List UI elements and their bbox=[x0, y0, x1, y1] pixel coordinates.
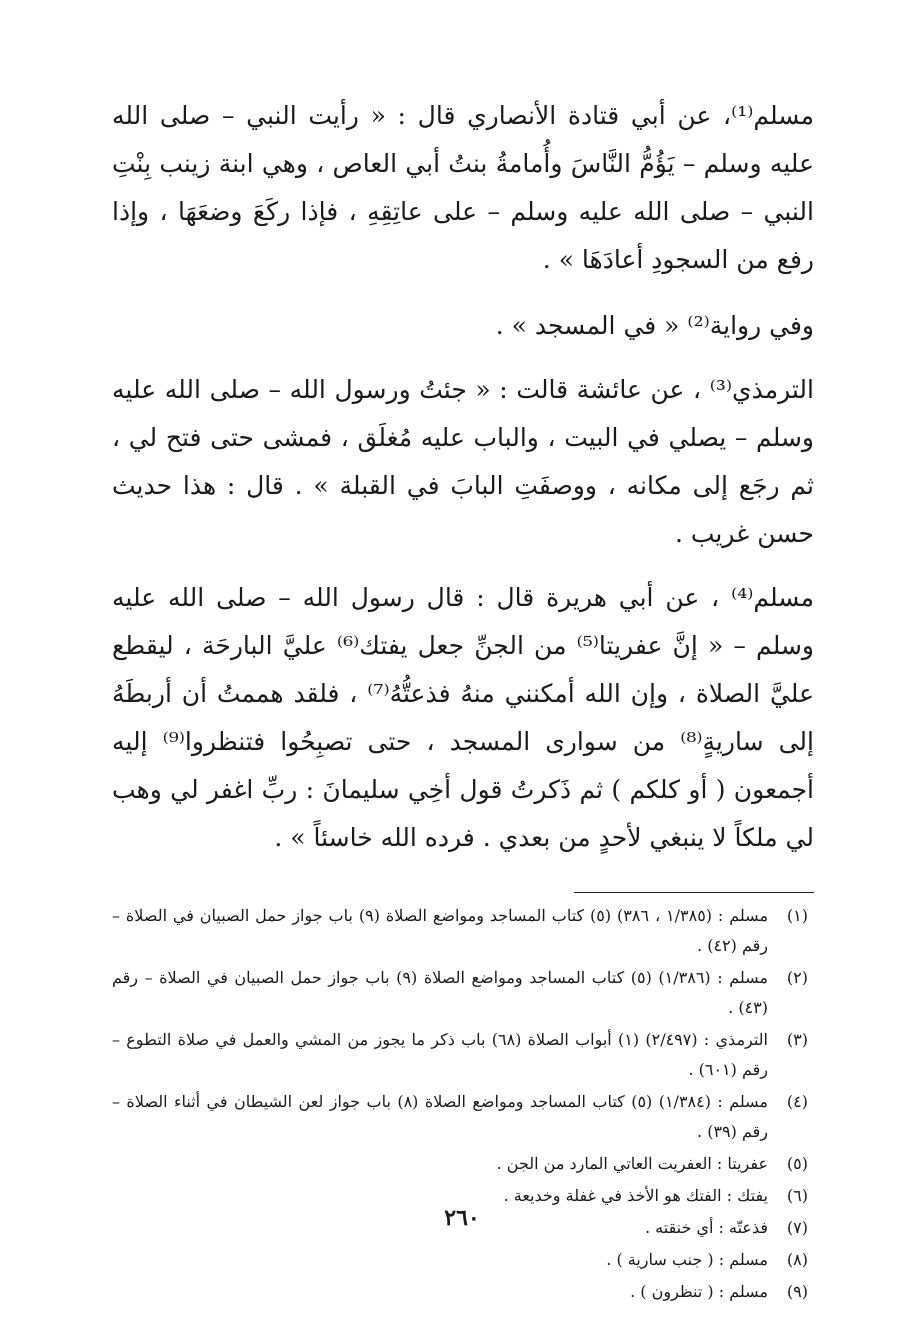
footnote-number: (٢) bbox=[786, 968, 808, 987]
footnote-number: (٨) bbox=[786, 1250, 808, 1269]
footnote-text: يفتك : الفتك هو الأخذ في غفلة وخديعة . bbox=[503, 1186, 768, 1205]
footnote-number: (٤) bbox=[786, 1092, 808, 1111]
footnote-item bbox=[112, 1149, 814, 1179]
page-number: ٢٦٠ bbox=[444, 1205, 480, 1231]
footnote-separator-wrap bbox=[112, 876, 814, 893]
footnote-item bbox=[112, 1087, 814, 1147]
footnote-item bbox=[112, 1245, 814, 1275]
footnote-text: مسلم : (١/٣٨٤) (٥) كتاب المساجد ومواضع الصلاة (٨) باب جواز لعن الشيطان في أثناء الصلاة – رقم (٣٩) . bbox=[112, 1092, 768, 1141]
footnote-item bbox=[112, 1025, 814, 1085]
footnote-number: (٩) bbox=[786, 1282, 808, 1301]
footnote-text: مسلم : (١/٣٨٦) (٥) كتاب المساجد ومواضع الصلاة (٩) باب جواز حمل الصبيان في الصلاة – رقم (٤٣) . bbox=[112, 968, 768, 1017]
footnotes-list bbox=[112, 901, 814, 1307]
footnote-item bbox=[112, 963, 814, 1023]
paragraph-riwaya: وفي رواية⁽²⁾ « في المسجد » . bbox=[495, 311, 814, 340]
footnote-number: (٣) bbox=[786, 1030, 808, 1049]
footnote-item bbox=[112, 901, 814, 961]
footnote-number: (١) bbox=[786, 906, 808, 925]
footnote-number: (٦) bbox=[786, 1186, 808, 1205]
footnote-text: مسلم : (١/٣٨٥ ، ٣٨٦) (٥) كتاب المساجد ومواضع الصلاة (٩) باب جواز حمل الصبيان في الصلاة – رقم (٤٢) . bbox=[112, 906, 769, 955]
footnote-text: الترمذي : (٢/٤٩٧) (١) أبواب الصلاة (٦٨) باب ذكر ما يجوز من المشي والعمل في صلاة التطوع – رقم (٦٠١) . bbox=[112, 1030, 768, 1079]
footnote-number: (٥) bbox=[786, 1154, 808, 1173]
footnote-separator bbox=[574, 892, 814, 893]
footnote-text: فذعتّه : أي خنقته . bbox=[644, 1218, 768, 1237]
footnote-text: مسلم : ( جنب سارية ) . bbox=[606, 1250, 768, 1269]
paragraph-abu-hurayra: مسلم⁽⁴⁾ ، عن أبي هريرة قال : قال رسول الله – صلى الله عليه وسلم – « إنَّ عفريتا⁽⁵⁾ من الجنِّ جعل يفتك⁽⁶⁾ عليَّ البارحَة ، ليقطع عليَّ الصلاة ، وإن الله أمكنني منهُ فذعتُّهُ⁽⁷⁾ ، فلقد هممتُ أن أربطَهُ إلى ساريةٍ⁽⁸⁾ من سوارى المسجد ، حتى تصبِحُوا فتنظروا⁽⁹⁾ إليه أجمعون ( أو كلكم ) ثم ذَكرتُ قول أخِي سليمانَ : ربِّ اغفر لي وهب لي ملكاً لا ينبغي لأحدٍ من بعدي . فرده الله خاسئاً » . bbox=[112, 583, 814, 852]
page-body bbox=[112, 92, 814, 1309]
paragraph-aisha: الترمذي⁽³⁾ ، عن عائشة قالت : « جئتُ ورسول الله – صلى الله عليه وسلم – يصلي في البيت ، والباب عليه مُغلَق ، فمشى حتى فتح لي ، ثم رجَع إلى مكانه ، ووصفَتِ البابَ في القبلة » . قال : هذا حديث حسن غريب . bbox=[112, 375, 814, 548]
footnote-item bbox=[112, 1277, 814, 1307]
footnote-number: (٧) bbox=[786, 1218, 808, 1237]
footnote-text: مسلم : ( تنظرون ) . bbox=[630, 1282, 768, 1301]
footnote-text: عفريتا : العفريت العاتي المارد من الجن . bbox=[496, 1154, 768, 1173]
paragraph-abu-qatada: مسلم⁽¹⁾، عن أبي قتادة الأنصاري قال : « رأيت النبي – صلى الله عليه وسلم – يَؤُمُّ النَّاسَ وأُمامةُ بنتُ أبي العاص ، وهي ابنة زينب بِنْتِ النبي – صلى الله عليه وسلم – على عاتِقِهِ ، فإذا ركَعَ وضعَهَا ، وإذا رفع من السجودِ أعادَهَا » . bbox=[112, 101, 814, 274]
